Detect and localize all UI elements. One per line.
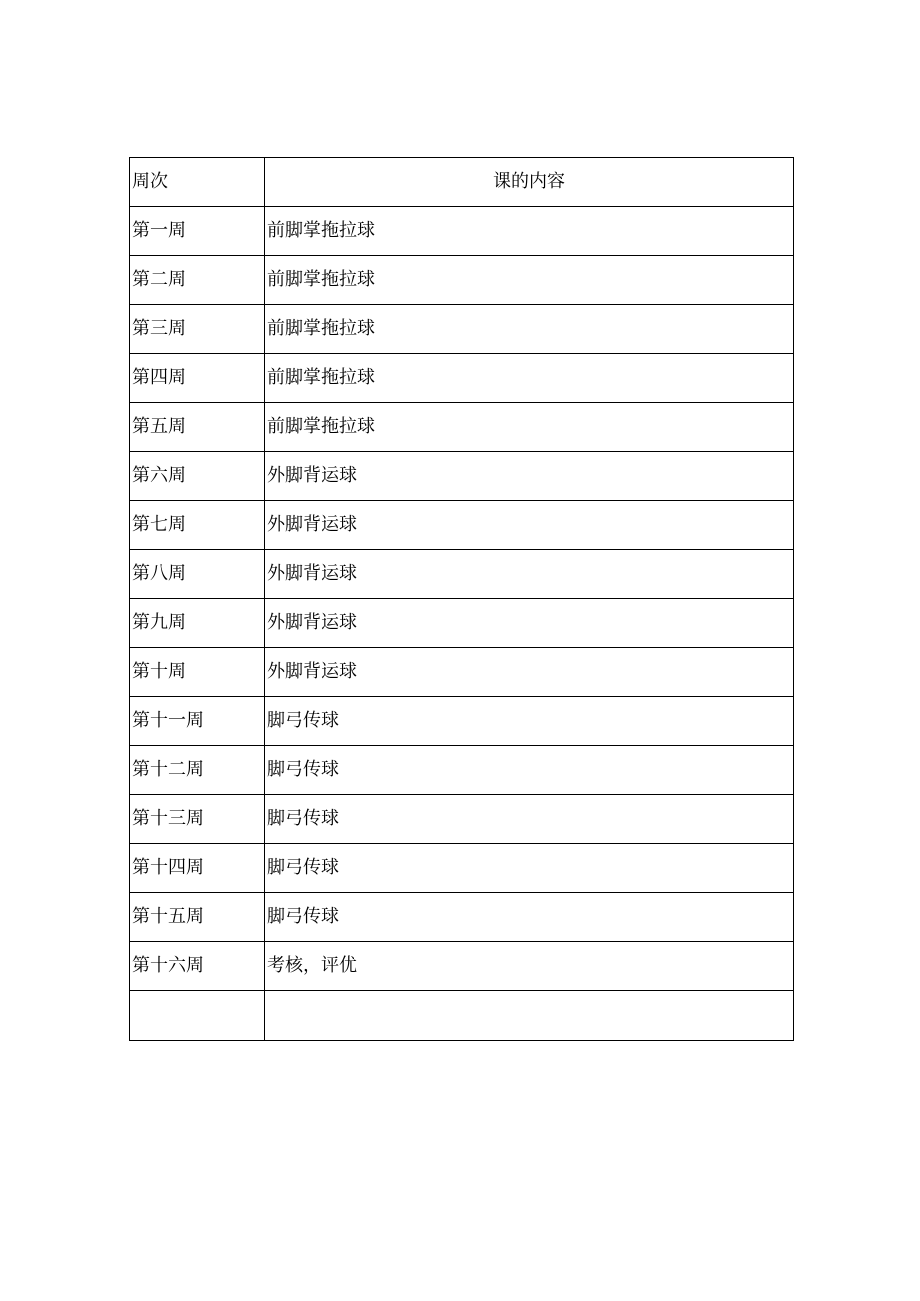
table-header-row	[130, 158, 794, 207]
week-cell: 第十四周	[130, 844, 265, 893]
content-cell: 前脚掌拖拉球	[265, 403, 794, 452]
table-row	[130, 403, 794, 452]
week-cell: 第十周	[130, 648, 265, 697]
week-cell: 第二周	[130, 256, 265, 305]
header-week-cell: 周次	[130, 158, 265, 207]
table-row	[130, 697, 794, 746]
table-row	[130, 354, 794, 403]
week-cell: 第九周	[130, 599, 265, 648]
content-cell	[265, 991, 794, 1041]
table-row	[130, 207, 794, 256]
table-row	[130, 305, 794, 354]
week-cell: 第十一周	[130, 697, 265, 746]
content-cell: 脚弓传球	[265, 697, 794, 746]
table-row	[130, 550, 794, 599]
week-cell: 第十二周	[130, 746, 265, 795]
content-cell: 外脚背运球	[265, 648, 794, 697]
content-cell: 脚弓传球	[265, 844, 794, 893]
content-cell: 脚弓传球	[265, 893, 794, 942]
content-cell: 外脚背运球	[265, 452, 794, 501]
week-cell: 第四周	[130, 354, 265, 403]
week-cell: 第十三周	[130, 795, 265, 844]
table-row-empty	[130, 991, 794, 1041]
table-row	[130, 599, 794, 648]
table-row	[130, 746, 794, 795]
table-row	[130, 942, 794, 991]
week-cell: 第七周	[130, 501, 265, 550]
content-cell: 前脚掌拖拉球	[265, 354, 794, 403]
table-row	[130, 648, 794, 697]
content-cell: 脚弓传球	[265, 795, 794, 844]
content-cell: 前脚掌拖拉球	[265, 256, 794, 305]
header-content-cell: 课的内容	[265, 158, 794, 207]
week-cell: 第八周	[130, 550, 265, 599]
content-cell: 外脚背运球	[265, 550, 794, 599]
content-cell: 考核，评优	[265, 942, 794, 991]
content-cell: 外脚背运球	[265, 599, 794, 648]
week-cell: 第三周	[130, 305, 265, 354]
table-row	[130, 795, 794, 844]
week-cell: 第五周	[130, 403, 265, 452]
table-row	[130, 844, 794, 893]
table-row	[130, 256, 794, 305]
week-cell	[130, 991, 265, 1041]
week-cell: 第一周	[130, 207, 265, 256]
content-cell: 前脚掌拖拉球	[265, 305, 794, 354]
table-row	[130, 501, 794, 550]
table-row	[130, 452, 794, 501]
content-cell: 脚弓传球	[265, 746, 794, 795]
table-row	[130, 893, 794, 942]
week-cell: 第十五周	[130, 893, 265, 942]
week-cell: 第十六周	[130, 942, 265, 991]
content-cell: 外脚背运球	[265, 501, 794, 550]
content-cell: 前脚掌拖拉球	[265, 207, 794, 256]
course-schedule-table	[129, 157, 794, 1041]
week-cell: 第六周	[130, 452, 265, 501]
